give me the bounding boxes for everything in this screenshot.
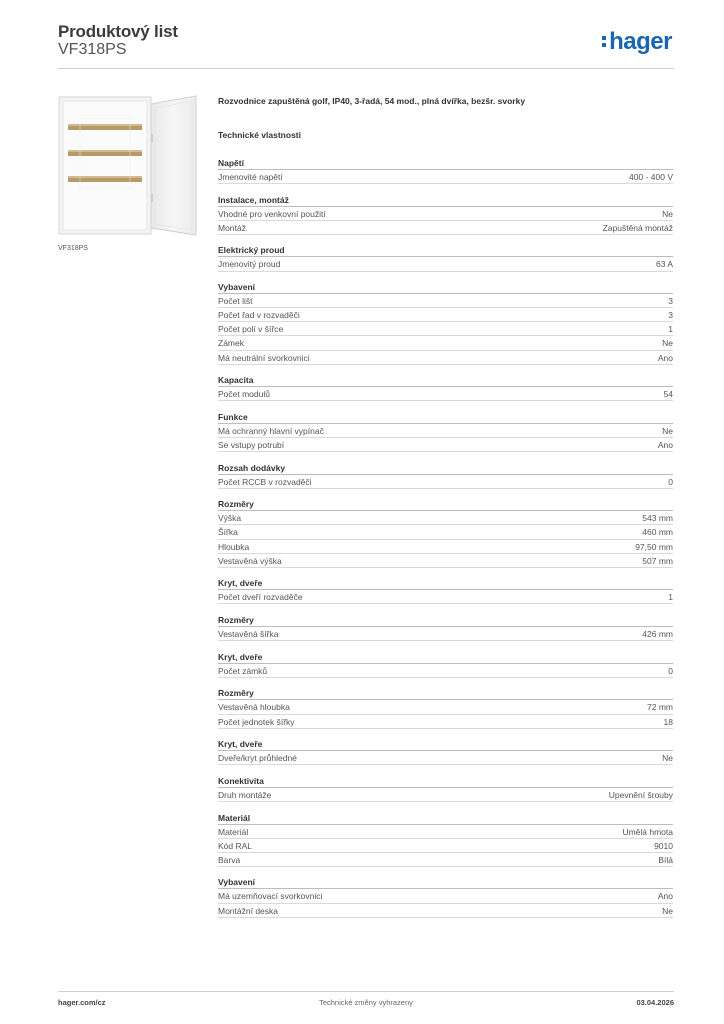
spec-value: 72 mm	[647, 702, 673, 713]
spec-row	[218, 590, 673, 604]
spec-value: 460 mm	[642, 527, 673, 538]
spec-label: Se vstupy potrubí	[218, 440, 285, 450]
spec-label: Má ochranný hlavní vypínač	[218, 425, 324, 436]
spec-value: Umělá hmota	[622, 826, 673, 837]
spec-row	[218, 170, 673, 184]
spec-section-title: Rozměry	[218, 613, 673, 627]
spec-label: Vestavěná šířka	[218, 629, 279, 640]
spec-row	[218, 221, 673, 235]
spec-label: Zámek	[218, 338, 244, 349]
spec-row	[218, 540, 673, 554]
footer-date: 03.04.2026	[636, 998, 674, 1007]
spec-row	[218, 554, 673, 568]
image-caption: VF318PS	[58, 245, 88, 252]
spec-row	[218, 438, 673, 452]
spec-row	[218, 475, 673, 489]
spec-row	[218, 525, 673, 539]
spec-value: 1	[668, 324, 673, 335]
spec-section-title: Funkce	[218, 410, 673, 424]
spec-value: Ne	[662, 753, 673, 764]
spec-section	[218, 156, 673, 184]
spec-row	[218, 715, 673, 729]
spec-label: Jmenovité napětí	[218, 172, 283, 182]
spec-value: 18	[663, 716, 673, 727]
spec-section	[218, 193, 673, 235]
logo-dots-icon	[602, 36, 608, 50]
spec-value: 426 mm	[642, 629, 673, 640]
spec-row	[218, 207, 673, 221]
spec-row	[218, 351, 673, 365]
logo-text: hager	[609, 28, 672, 55]
spec-section-title: Instalace, montáž	[218, 193, 673, 207]
spec-value: Zapuštěná montáž	[602, 222, 673, 233]
technical-properties-title: Technické vlastnosti	[218, 130, 301, 140]
spec-section-title: Kryt, dveře	[218, 650, 673, 664]
spec-label: Počet dveří rozvaděče	[218, 592, 303, 603]
spec-section	[218, 461, 673, 489]
spec-label: Počet jednotek šířky	[218, 716, 295, 727]
spec-section	[218, 650, 673, 678]
spec-value: Bílá	[658, 854, 673, 865]
spec-label: Hloubka	[218, 541, 250, 552]
spec-row	[218, 387, 673, 401]
spec-label: Vestavěná výška	[218, 555, 282, 566]
spec-section	[218, 373, 673, 401]
spec-section-title: Vybavení	[218, 875, 673, 889]
footer-notice: Technické změny vyhrazeny	[319, 998, 413, 1007]
spec-value: 97,50 mm	[635, 541, 673, 552]
spec-value: Ano	[657, 891, 673, 902]
product-description: Rozvodnice zapuštěná golf, IP40, 3-řadá, 54 mod., plná dvířka, bezšr. svorky	[218, 96, 526, 106]
spec-row	[218, 424, 673, 438]
spec-row	[218, 257, 673, 271]
spec-section	[218, 774, 673, 802]
spec-value: Ne	[662, 208, 673, 219]
page-header	[58, 20, 674, 70]
spec-value: 3	[668, 296, 673, 307]
spec-section	[218, 875, 673, 917]
spec-section-title: Rozměry	[218, 497, 673, 511]
spec-row	[218, 294, 673, 308]
spec-value: Upevnění šrouby	[608, 789, 673, 800]
spec-label: Má neutrální svorkovnici	[218, 352, 310, 363]
product-image	[58, 94, 198, 237]
spec-label: Šířka	[218, 527, 238, 538]
spec-row	[218, 700, 673, 714]
spec-value: 0	[668, 476, 673, 487]
spec-label: Materiál	[218, 826, 249, 837]
spec-value: Ano	[657, 352, 673, 363]
spec-value: 543 mm	[642, 513, 673, 524]
spec-row	[218, 853, 673, 867]
spec-section-title: Kryt, dveře	[218, 576, 673, 590]
hager-logo	[602, 28, 672, 56]
spec-row	[218, 751, 673, 765]
spec-value: Ne	[662, 338, 673, 349]
product-code: VF318PS	[58, 41, 127, 58]
spec-section-title: Kryt, dveře	[218, 737, 673, 751]
spec-label: Počet polí v šířce	[218, 324, 284, 335]
spec-label: Má uzemňovací svorkovnici	[218, 891, 323, 902]
spec-content	[218, 96, 673, 926]
spec-value: Ano	[657, 440, 673, 450]
page-title: Produktový list	[58, 22, 178, 41]
footer-website[interactable]: hager.com/cz	[58, 998, 106, 1007]
spec-section	[218, 410, 673, 452]
spec-section	[218, 576, 673, 604]
spec-label: Počet lišt	[218, 296, 253, 307]
spec-section-title: Rozsah dodávky	[218, 461, 673, 475]
spec-row	[218, 788, 673, 802]
spec-label: Počet modulů	[218, 389, 270, 400]
spec-label: Montáž	[218, 222, 246, 233]
spec-row	[218, 511, 673, 525]
spec-label: Dveře/kryt průhledné	[218, 753, 297, 764]
spec-value: 3	[668, 310, 673, 321]
spec-section	[218, 686, 673, 728]
spec-section-title: Vybavení	[218, 280, 673, 294]
spec-label: Počet RCCB v rozvaděči	[218, 476, 312, 487]
spec-row	[218, 839, 673, 853]
spec-value: Ne	[662, 905, 673, 916]
spec-section-title: Napětí	[218, 156, 673, 170]
spec-row	[218, 627, 673, 641]
spec-value: 507 mm	[642, 555, 673, 566]
spec-label: Počet řad v rozvaděči	[218, 310, 300, 321]
spec-section-title: Konektivita	[218, 774, 673, 788]
spec-row	[218, 308, 673, 322]
spec-row	[218, 322, 673, 336]
spec-value: 400 - 400 V	[629, 172, 673, 182]
spec-row	[218, 664, 673, 678]
spec-value: 54	[663, 389, 673, 400]
spec-section-title: Kapacita	[218, 373, 673, 387]
spec-section	[218, 243, 673, 271]
distribution-board-illustration	[58, 94, 198, 237]
spec-section-title: Rozměry	[218, 686, 673, 700]
spec-sections	[218, 156, 673, 918]
spec-label: Jmenovitý proud	[218, 259, 281, 270]
spec-value: 9010	[654, 840, 673, 851]
spec-label: Druh montáže	[218, 789, 272, 800]
spec-value: Ne	[662, 425, 673, 436]
spec-label: Vestavěná hloubka	[218, 702, 290, 713]
spec-label: Montážní deska	[218, 905, 279, 916]
spec-section-title: Elektrický proud	[218, 243, 673, 257]
spec-section-title: Materiál	[218, 811, 673, 825]
spec-label: Barva	[218, 854, 241, 865]
header-divider	[58, 68, 674, 69]
spec-value: 1	[668, 592, 673, 603]
spec-label: Výška	[218, 513, 242, 524]
spec-section	[218, 497, 673, 567]
spec-row	[218, 904, 673, 918]
footer-divider	[58, 991, 674, 992]
spec-value: 0	[668, 665, 673, 676]
spec-value: 63 A	[655, 259, 673, 270]
spec-row	[218, 336, 673, 350]
spec-section	[218, 280, 673, 364]
spec-section	[218, 811, 673, 867]
spec-label: Vhodné pro venkovní použití	[218, 208, 326, 219]
spec-row	[218, 825, 673, 839]
spec-label: Počet zámků	[218, 665, 268, 676]
spec-label: Kód RAL	[218, 840, 253, 851]
spec-row	[218, 889, 673, 903]
spec-section	[218, 613, 673, 641]
spec-section	[218, 737, 673, 765]
